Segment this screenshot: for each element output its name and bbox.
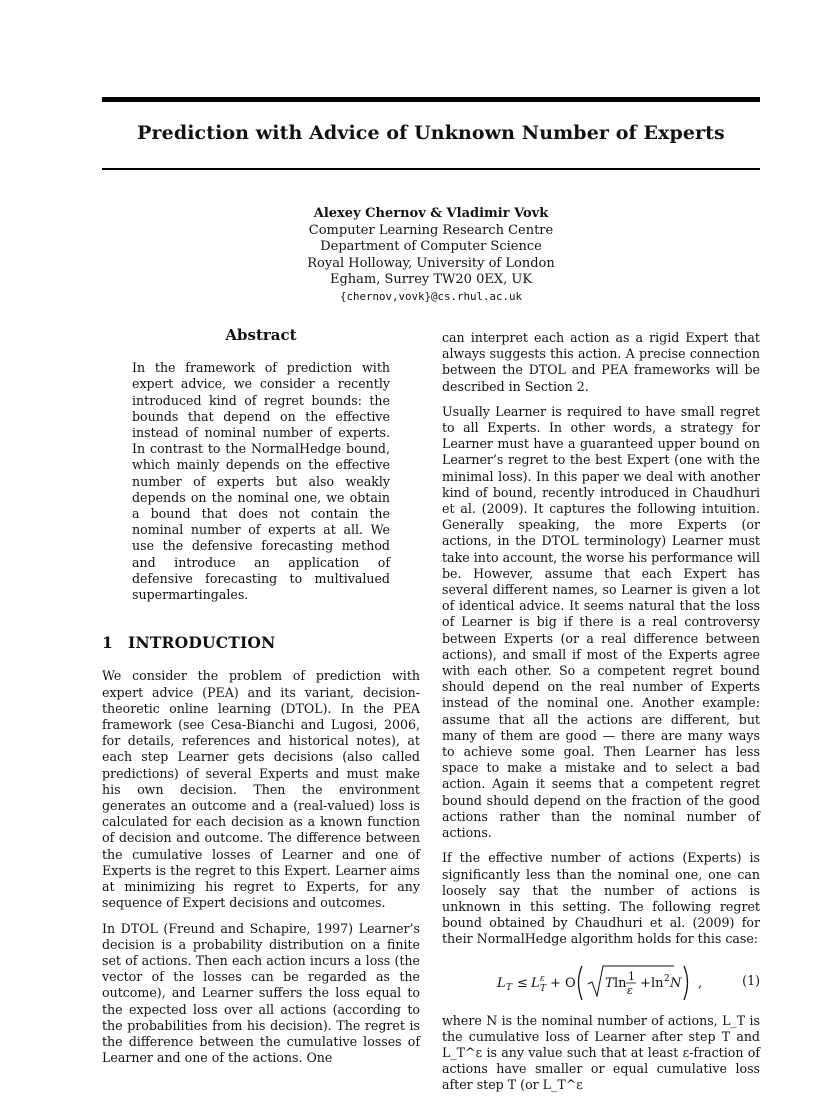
affiliation-line: Department of Computer Science xyxy=(320,239,542,255)
section-heading xyxy=(102,635,420,651)
eq-one: 1 xyxy=(628,969,635,983)
paragraph: can interpret each action as a rigid Expert that always suggests this action. A precise connection between the DTOL and PEA frameworks will be described in Section 2. xyxy=(442,330,760,394)
paragraph: Usually Learner is required to have small regret to all Experts. In other words, a strategy for Learner must have a guaranteed upper bound on Learner’s regret to the best Expert (one with the minimal loss). In this paper we deal with another kind of bound, recently introduced in Chaudhuri et al. (2009). It captures the following intuition. Generally speaking, the more Experts (or actions, in the DTOL terminology) Learner must take into account, the worse his performance will be. However, assume that each Expert has several different names, so Learner is given a lot of identical advice. It seems natural that the loss of Learner is big if there is a real controversy between Experts (or a real difference between actions), and small if most of the Experts agree with each other. So a competent regret bound should depend on the real number of Experts instead of the nominal one. Another example: assume that all the actions are different, but many of them are good — there are many ways to achieve some goal. Then Learner has less space to make a mistake and to select a bad action. Again it seems that a competent regret bound should depend on the fraction of the good actions rather than the nominal number of actions. xyxy=(442,403,760,841)
eq-plus: + xyxy=(640,975,651,991)
eq-plus-O: + O xyxy=(550,975,576,991)
eq-T: T xyxy=(605,975,614,991)
section-title: INTRODUCTION xyxy=(128,633,276,653)
eq-ln: ln xyxy=(614,975,627,991)
eq-sub-T2: T xyxy=(540,983,547,994)
paragraph: If the effective number of actions (Experts) is significantly less than the nominal one, one can loosely say that the number of actions is unknown in this setting. The following regret bound obtained by Chaudhuri et al. (2009) for their NormalHedge algorithm holds for this case: xyxy=(442,850,760,947)
eq-L2: L xyxy=(531,975,540,991)
equation-number: (1) xyxy=(742,972,760,988)
paragraph: where N is the nominal number of actions, L_T is the cumulative loss of Learner after step T and L_T^ε is any value such that at least ε-fraction of actions have smaller or equal cumulative loss after step T (or L_T^ε xyxy=(442,1012,760,1093)
header-rule-thick xyxy=(102,97,760,102)
section-number: 1 xyxy=(102,633,113,653)
equation-formula xyxy=(442,957,760,1007)
affiliation-line: Egham, Surrey TW20 0EX, UK xyxy=(329,272,533,288)
right-column xyxy=(442,330,760,1103)
eq-two: 2 xyxy=(664,973,670,984)
eq-right-paren xyxy=(684,966,688,1000)
paragraph: In DTOL (Freund and Schapire, 1997) Learner’s decision is a probability distribution on a finite set of actions. Then each action incurs a loss (the vector of the losses can be regarded as the outcome), and Learner suffers the loss equal to the expected loss over all actions (according to the probabilities from his decision). The regret is the difference between the cumulative losses of Learner and one of the actions. One xyxy=(102,920,420,1066)
eq-left-paren xyxy=(579,966,583,1000)
eq-sup-eps: ε xyxy=(540,973,545,984)
equation-1 xyxy=(442,957,760,1007)
header-rule-thin xyxy=(102,168,760,170)
affiliation-line: Computer Learning Research Centre xyxy=(308,222,554,238)
author-block xyxy=(102,206,760,306)
eq-sub-T: T xyxy=(506,982,513,993)
eq-ln2: ln xyxy=(651,975,664,991)
paragraph: We consider the problem of prediction with expert advice (PEA) and its variant, decision-theoretic online learning (DTOL). In the PEA framework (see Cesa-Bianchi and Lugosi, 2006, for details, references and historical notes), at each step Learner gets decisions (also called predictions) of several Experts and must make his own decision. Then the environment generates an outcome and a (real-valued) loss is calculated for each decision as a known function of decision and outcome. The difference between the cumulative losses of Learner and one of Experts is the regret to this Expert. Learner aims at minimizing his regret to Experts, for any sequence of Expert decisions and outcomes. xyxy=(102,668,420,911)
affiliation-line: Royal Holloway, University of London xyxy=(307,255,555,271)
eq-eps: ε xyxy=(627,983,633,997)
eq-N: N xyxy=(670,975,682,991)
left-column xyxy=(102,327,420,1075)
eq-leq: ≤ xyxy=(517,975,528,991)
abstract-heading: Abstract xyxy=(225,326,297,344)
email: {chernov,vovk}@cs.rhul.ac.uk xyxy=(339,289,522,303)
abstract-text: In the framework of prediction with expert advice, we consider a recently introduced kind of regret bounds: the bounds that depend on the effective instead of nominal number of experts. In contrast to the NormalHedge bound, which mainly depends on the effective number of experts but also weakly depends on the nominal one, we obtain a bound that does not contain the nominal number of experts at all. We use the defensive forecasting method and introduce an application of defensive forecasting to multivalued supermartingales. xyxy=(132,360,390,603)
paper-title: Prediction with Advice of Unknown Number of Experts xyxy=(137,122,725,144)
eq-comma: , xyxy=(698,975,703,991)
authors: Alexey Chernov & Vladimir Vovk xyxy=(313,206,549,221)
eq-L: L xyxy=(497,975,506,991)
